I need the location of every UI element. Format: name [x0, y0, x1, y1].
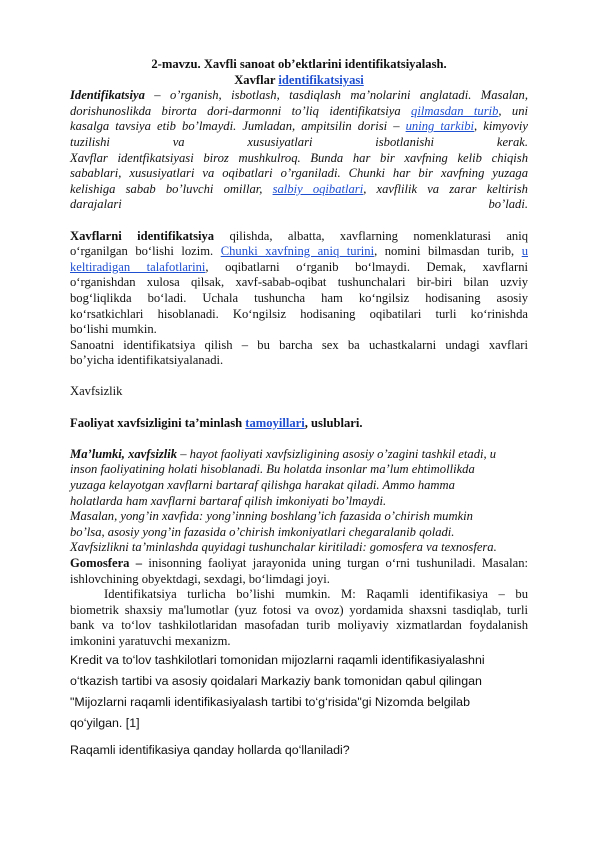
heading-prefix: Faoliyat xavfsizligini ta’minlash [70, 415, 246, 430]
intro-link-2[interactable]: uning tarkibi [405, 119, 474, 134]
intro-line: – o’rganish, isbotlash, tasdiqlash ma’nolarini anglatadi. Masalan, [144, 88, 528, 103]
intro-link-3[interactable]: salbiy oqibatlari [272, 181, 364, 196]
ident-line: Identifikatsiya turlicha bo’lishi mumkin. M: Raqamli identifikasiya – bu [104, 587, 528, 602]
intro-line: kelishiga sabab bo’luvchi omillar, [70, 181, 273, 196]
para2-line: bo’yicha identifikatsiyalanadi. [70, 353, 224, 368]
subtitle-prefix: Xavflar [234, 72, 279, 87]
safety-term: Ma’lumki, xavfsizlik [70, 446, 178, 461]
para2-term: Xavflarni identifikatsiya [70, 228, 215, 243]
intro-line: , xavflilik va zarar keltirish [363, 181, 528, 196]
para2-line: o‘rganishdan xulosa qilsak, xavf-sabab-oqibat tushunchalari bir-biri bilan uzviy [70, 275, 528, 290]
para2-line: , nomini bilmasdan turib, [374, 244, 522, 259]
safety-line: – hayot faoliyati xavfsizligining asosiy o’zagini tashkil etadi, u [177, 446, 497, 461]
para2-line: bog‘liqlikda bo‘ladi. Uchala tushuncha ham ko‘ngilsiz hodisaning asosiy [70, 290, 528, 305]
bank-paragraph [70, 650, 528, 761]
para2-link-3[interactable]: keltiradigan talafotlarini [70, 259, 206, 274]
para2-line: bo‘lishi mumkin. [70, 322, 157, 337]
safety-line: bo’lsa, asosiy yong’in fazasida o’chirish imkoniyatlari chegaralanib qoladi. [70, 524, 455, 539]
identification-paragraph [70, 587, 528, 649]
ident-line: bank va to‘lov tashkilotlaridan masofadan turib moliyaviy xizmatlardan foydalanish [70, 618, 528, 633]
bank-line: o‘tkazish tartibi va asosiy qoidalari Markaziy bank tomonidan qabul qilingan [70, 673, 482, 688]
para2-link-1[interactable]: Chunki xavfning aniq turini [220, 244, 375, 259]
bank-line: "Mijozlarni raqamli identifikasiyalash tartibi to‘g‘risida"gi Nizomda belgilab [70, 694, 470, 709]
intro-line: dorishunoslikda birorta dori-darmonni to’liq identifikatsiya [70, 103, 412, 118]
nomenclature-paragraph [70, 229, 528, 369]
safety-line: inson faoliyatining holati hisoblanadi. Bu holatda insonlar ma’lum ehtimollikda [70, 462, 475, 477]
intro-line: , uni [498, 103, 529, 118]
intro-line: tuzilishi va xususiyatlari isbotlanishi kerak. [70, 134, 528, 149]
ident-line: imkonini yaratuvchi mexanizm. [70, 633, 231, 648]
safety-italic-block [70, 447, 528, 556]
intro-line: darajalari bo’ladi. [70, 197, 528, 212]
ident-line: biometrik shaxsiy ma'lumotlar (yuz fotosi va ovoz) yordamida shaxsni tasdiqlab, turli [70, 602, 528, 617]
bank-line: qo‘yilgan. [1] [70, 715, 140, 730]
gomosfera-line: ishlovchining obyektdagi, sexdagi, bo‘limdagi joyi. [70, 571, 330, 586]
intro-line: kasalga tavsiya etib bo’lmaydi. Jumladan, ampitsilin dorisi – [70, 119, 406, 134]
section-word: Xavfsizlik [70, 384, 123, 399]
intro-line: sabablari, xususiyatlari va oqibatlari o’rganiladi. Chunki har bir xavfning yuzaga [70, 166, 528, 181]
gomosfera-paragraph [70, 556, 528, 587]
principles-link[interactable]: tamoyillari [245, 415, 305, 430]
document-subtitle [70, 73, 528, 89]
para2-line: Sanoatni identifikatsiya qilish – bu barcha sex ba uchastkalarni undagi xavflari [70, 337, 528, 352]
principles-heading [70, 416, 528, 432]
safety-line: Xavfsizlikni ta’minlashda quyidagi tushunchalar kiritiladi: gomosfera va texnosfera. [70, 540, 497, 555]
safety-line: yuzaga kelayotgan xavflarni bartaraf qilishga harakat qiladi. Ammo hamma [70, 478, 455, 493]
bank-line: Kredit va to‘lov tashkilotlari tomonidan mijozlarni raqamli identifikasiyalashni [70, 652, 485, 667]
para2-line: , oqibatlarni o‘rganib bo‘lmaydi. Demak, xavflarni [205, 259, 528, 274]
intro-paragraph [70, 88, 528, 213]
intro-line: , kimyoviy [474, 119, 528, 134]
safety-line: Masalan, yong’in xavfida: yong’inning boshlang’ich fazasida o’chirish mumkin [70, 509, 473, 524]
intro-line: Xavflar identfikatsiyasi biroz mushkulroq. Bunda har bir xavfning kelib chiqish [70, 150, 528, 165]
gomosfera-line: inisonning faoliyat jarayonida uning turgan o‘rni tushuniladi. Masalan: [142, 556, 528, 570]
gomosfera-term: Gomosfera – [70, 556, 143, 570]
document-page [70, 57, 528, 761]
para2-line: ko‘rsatkichlari hisoblanadi. Ko‘ngilsiz hodisaning oqibatilari turli ko‘rinishda [70, 306, 528, 321]
subtitle-link[interactable]: identifikatsiyasi [278, 72, 364, 87]
document-title: 2-mavzu. Xavfli sanoat ob’ektlarini identifikatsiyalash. [151, 57, 447, 71]
intro-term: Identifikatsiya [70, 88, 145, 103]
para2-line: qilishda, albatta, xavflarning nomenklaturasi aniq [214, 228, 529, 243]
safety-line: holatlarda ham xavflarni bartaraf qilish imkoniyati bo’lmaydi. [70, 493, 387, 508]
heading-suffix: , uslublari. [304, 415, 363, 430]
para2-line: o‘rganilgan bo‘lishi lozim. [70, 244, 221, 259]
intro-link-1[interactable]: qilmasdan turib [411, 103, 499, 118]
para2-link-2[interactable]: u [521, 244, 529, 259]
question-line: Raqamli identifikasiya qanday hollarda qo‘llaniladi? [70, 742, 350, 757]
